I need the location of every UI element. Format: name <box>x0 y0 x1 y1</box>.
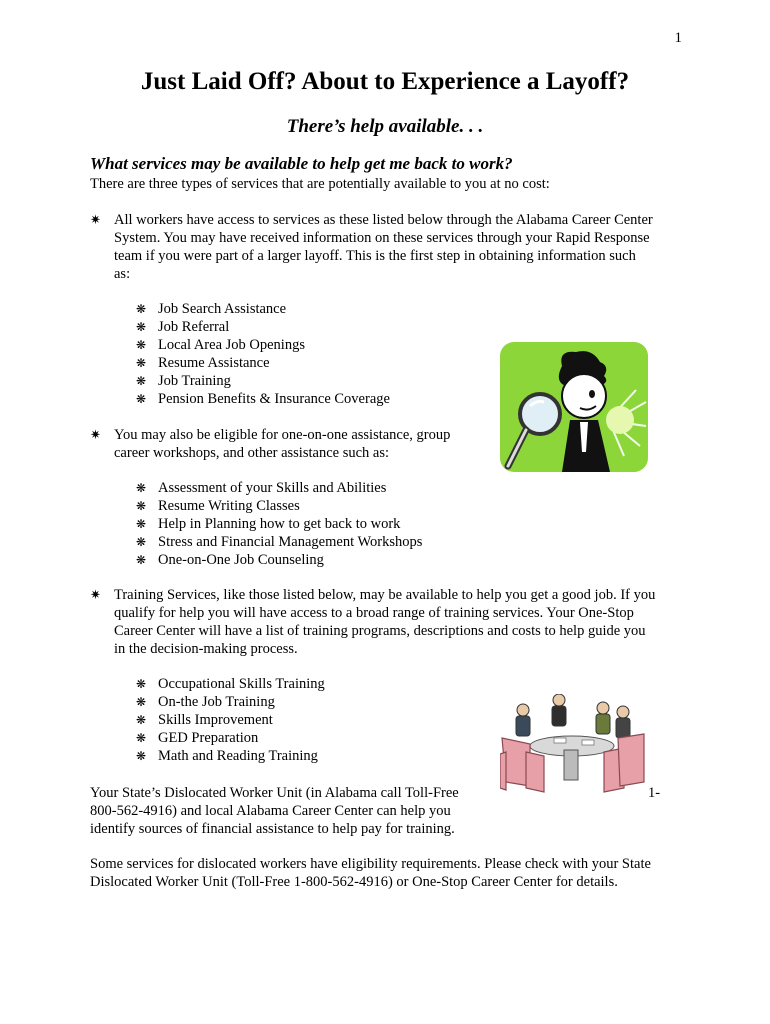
asterisk-bullet-icon: ❋ <box>136 553 147 567</box>
asterisk-bullet-icon: ❋ <box>136 338 147 352</box>
star-bullet-icon: ✷ <box>90 427 101 442</box>
asterisk-bullet-icon: ❋ <box>136 302 147 316</box>
list-item: ❋ Resume Writing Classes <box>136 498 300 514</box>
list-item: ❋ On-the Job Training <box>136 694 275 710</box>
bullet-line: Training Services, like those listed below, may be available to help you get a good job. If you <box>114 587 656 603</box>
basic-services-list <box>136 300 390 408</box>
bullet-line: as: <box>114 266 131 282</box>
list-item: ❋ Occupational Skills Training <box>136 676 325 692</box>
intro-text: There are three types of services that are potentially available to you at no cost: <box>90 176 550 192</box>
list-item: ❋ Math and Reading Training <box>136 748 318 764</box>
asterisk-bullet-icon: ❋ <box>136 713 147 727</box>
asterisk-bullet-icon: ❋ <box>136 499 147 513</box>
state-unit-trailing-text: 1- <box>648 785 661 801</box>
list-item: ❋ Assessment of your Skills and Abilities <box>136 480 387 496</box>
state-unit-paragraph <box>90 784 510 838</box>
bullet-one-on-one <box>90 426 490 462</box>
asterisk-bullet-icon: ❋ <box>136 356 147 370</box>
paragraph-line: Some services for dislocated workers have eligibility requirements. Please check with your State <box>90 856 651 872</box>
list-item: ❋ Job Referral <box>136 319 230 335</box>
page-subtitle: There’s help available. . . <box>286 116 484 137</box>
asterisk-bullet-icon: ❋ <box>136 695 147 709</box>
list-item: ❋ Pension Benefits & Insurance Coverage <box>136 391 390 407</box>
paragraph-line: 800-562-4916) and local Alabama Career Center can help you <box>90 803 451 819</box>
page-number: 1 <box>674 30 682 46</box>
list-item: ❋ Resume Assistance <box>136 355 270 371</box>
bullet-line: Career Center will have a list of training programs, descriptions and costs to help guide you <box>114 623 646 639</box>
bullet-training-services <box>90 586 690 658</box>
magnifying-glass-boy-clipart <box>500 342 648 472</box>
bullet-line: All workers have access to services as these listed below through the Alabama Career Center <box>114 212 653 228</box>
paragraph-line: Dislocated Worker Unit (Toll-Free 1-800-562-4916) or One-Stop Career Center for details. <box>90 874 618 890</box>
closing-paragraph <box>90 855 710 891</box>
bullet-line: System. You may have received information on these services through your Rapid Response <box>114 230 650 246</box>
asterisk-bullet-icon: ❋ <box>136 535 147 549</box>
section-heading: What services may be available to help get me back to work? <box>90 154 513 173</box>
asterisk-bullet-icon: ❋ <box>136 517 147 531</box>
list-item: ❋ Job Search Assistance <box>136 301 287 317</box>
star-bullet-icon: ✷ <box>90 212 101 227</box>
list-item: ❋ Help in Planning how to get back to work <box>136 516 401 532</box>
bullet-line: in the decision-making process. <box>114 641 298 657</box>
asterisk-bullet-icon: ❋ <box>136 392 147 406</box>
list-item: ❋ Local Area Job Openings <box>136 337 305 353</box>
bullet-line: You may also be eligible for one-on-one assistance, group <box>114 427 451 443</box>
list-item: ❋ GED Preparation <box>136 730 259 746</box>
page-title: Just Laid Off? About to Experience a Layoff? <box>140 68 630 95</box>
asterisk-bullet-icon: ❋ <box>136 320 147 334</box>
asterisk-bullet-icon: ❋ <box>136 731 147 745</box>
bullet-line: team if you were part of a larger layoff. This is the first step in obtaining information such <box>114 248 636 264</box>
list-item: ❋ One-on-One Job Counseling <box>136 552 324 568</box>
asterisk-bullet-icon: ❋ <box>136 677 147 691</box>
assistance-list <box>136 479 422 569</box>
training-list <box>136 675 325 765</box>
paragraph-line: Your State’s Dislocated Worker Unit (in Alabama call Toll-Free <box>90 785 459 801</box>
list-item: ❋ Skills Improvement <box>136 712 273 728</box>
star-bullet-icon: ✷ <box>90 587 101 602</box>
bullet-all-workers <box>90 211 690 283</box>
asterisk-bullet-icon: ❋ <box>136 374 147 388</box>
bullet-line: qualify for help you will have access to a broad range of training services. Your One-Stop <box>114 605 634 621</box>
list-item: ❋ Job Training <box>136 373 231 389</box>
asterisk-bullet-icon: ❋ <box>136 481 147 495</box>
list-item: ❋ Stress and Financial Management Workshops <box>136 534 423 550</box>
paragraph-line: identify sources of financial assistance to help pay for training. <box>90 821 455 837</box>
bullet-line: career workshops, and other assistance such as: <box>114 445 390 461</box>
asterisk-bullet-icon: ❋ <box>136 749 147 763</box>
meeting-table-clipart <box>500 694 646 794</box>
